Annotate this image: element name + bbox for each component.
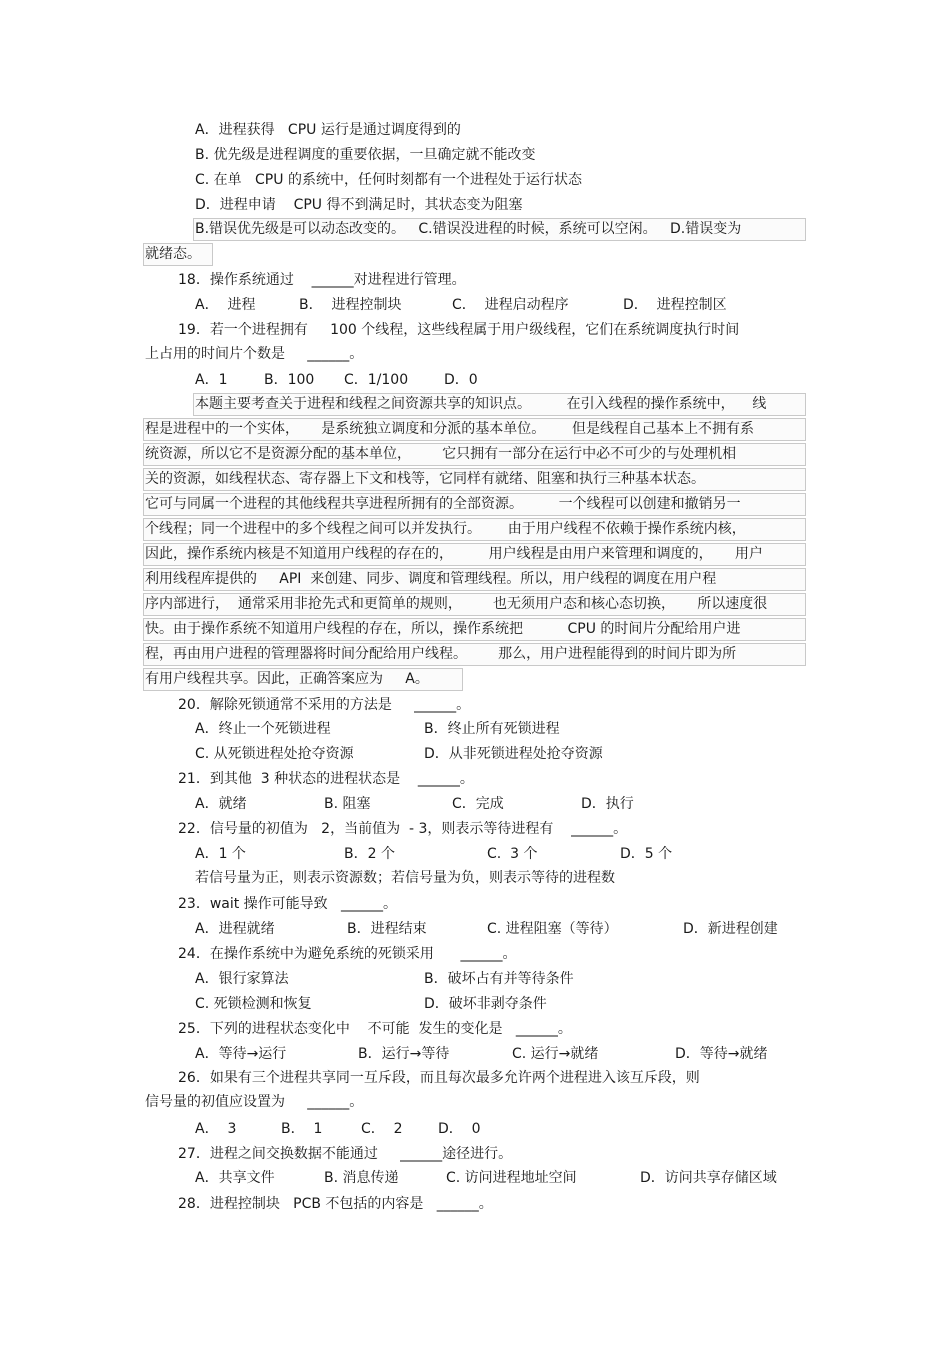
q28-question: 28．进程控制块 PCB 不包括的内容是 ______。 bbox=[178, 1196, 493, 1212]
q24-option-a: A．银行家算法 bbox=[195, 971, 289, 987]
q19-explanation-line: 有用户线程共享。因此，正确答案应为 A。 bbox=[145, 671, 429, 687]
q18-option-c: C． 进程启动程序 bbox=[452, 297, 569, 313]
q23-option-a: A．进程就绪 bbox=[195, 921, 275, 937]
q26-option-a: A． 3 bbox=[195, 1121, 237, 1137]
q19-explanation-line: 利用线程库提供的 API 来创建、同步、调度和管理线程。所以，用户线程的调度在用户程 bbox=[145, 571, 717, 587]
q21-question: 21．到其他 3 种状态的进程状态是 ______。 bbox=[178, 771, 474, 787]
q20-question: 20．解除死锁通常不采用的方法是 ______。 bbox=[178, 697, 471, 713]
q22-option-a: A．1 个 bbox=[195, 846, 246, 862]
q27-question: 27．进程之间交换数据不能通过 ______途径进行。 bbox=[178, 1146, 513, 1162]
q23-option-b: B．进程结束 bbox=[347, 921, 427, 937]
q21-option-b: B. 阻塞 bbox=[324, 796, 371, 812]
q19-explanation-line: 程，再由用户进程的管理器将时间分配给用户线程。 那么，用户进程能得到的时间片即为所 bbox=[145, 646, 737, 662]
q21-option-c: C．完成 bbox=[452, 796, 504, 812]
q21-option-a: A．就绪 bbox=[195, 796, 247, 812]
q20-option-c: C. 从死锁进程处抢夺资源 bbox=[195, 746, 354, 762]
q17-option-c: C. 在单 CPU 的系统中，任何时刻都有一个进程处于运行状态 bbox=[195, 172, 582, 188]
q22-option-b: B．2 个 bbox=[344, 846, 395, 862]
q17-option-d: D．进程申请 CPU 得不到满足时，其状态变为阻塞 bbox=[195, 197, 523, 213]
q20-option-d: D．从非死锁进程处抢夺资源 bbox=[424, 746, 603, 762]
q24-option-c: C. 死锁检测和恢复 bbox=[195, 996, 312, 1012]
q19-explanation-line: 统资源，所以它不是资源分配的基本单位， 它只拥有一部分在运行中必不可少的与处理机相 bbox=[145, 446, 737, 462]
q19-explanation-line: 程是进程中的一个实体， 是系统独立调度和分派的基本单位。 但是线程自己基本上不拥有系 bbox=[145, 421, 754, 437]
q25-option-d: D．等待→就绪 bbox=[675, 1046, 768, 1062]
q21-option-d: D．执行 bbox=[581, 796, 634, 812]
q26-question-cont: 信号量的初值应设置为 ______。 bbox=[145, 1094, 364, 1110]
q26-option-d: D． 0 bbox=[438, 1121, 481, 1137]
q26-question: 26．如果有三个进程共享同一互斥段，而且每次最多允许两个进程进入该互斥段，则 bbox=[178, 1070, 700, 1086]
q18-option-a: A． 进程 bbox=[195, 297, 256, 313]
q23-option-c: C. 进程阻塞（等待） bbox=[487, 921, 618, 937]
q19-option-c: C．1/100 bbox=[344, 372, 409, 388]
q23-question: 23．wait 操作可能导致 ______。 bbox=[178, 896, 398, 912]
q18-option-d: D． 进程控制区 bbox=[623, 297, 727, 313]
q19-explanation-line: 关的资源，如线程状态、寄存器上下文和栈等，它同样有就绪、阻塞和执行三种基本状态。 bbox=[145, 471, 705, 487]
q27-option-b: B. 消息传递 bbox=[324, 1170, 399, 1186]
q22-option-c: C. 3 个 bbox=[487, 846, 538, 862]
q19-explanation-line: 快。由于操作系统不知道用户线程的存在，所以，操作系统把 CPU 的时间片分配给用户进 bbox=[145, 621, 741, 637]
q25-option-b: B．运行→等待 bbox=[358, 1046, 450, 1062]
q18-option-b: B． 进程控制块 bbox=[299, 297, 402, 313]
q18-question: 18．操作系统通过 ______对进程进行管理。 bbox=[178, 272, 466, 288]
q26-option-b: B． 1 bbox=[281, 1121, 323, 1137]
q19-question-cont: 上占用的时间片个数是 ______。 bbox=[145, 346, 364, 362]
q22-note: 若信号量为正，则表示资源数；若信号量为负，则表示等待的进程数 bbox=[195, 870, 615, 886]
q17-option-b: B. 优先级是进程调度的重要依据，一旦确定就不能改变 bbox=[195, 147, 536, 163]
q20-option-a: A．终止一个死锁进程 bbox=[195, 721, 331, 737]
q25-option-a: A．等待→运行 bbox=[195, 1046, 287, 1062]
q27-option-c: C. 访问进程地址空间 bbox=[446, 1170, 577, 1186]
q22-question: 22．信号量的初值为 2，当前值为 - 3，则表示等待进程有 ______。 bbox=[178, 821, 628, 837]
q19-explanation-line: 本题主要考查关于进程和线程之间资源共享的知识点。 在引入线程的操作系统中， 线 bbox=[195, 396, 767, 412]
q19-explanation-line: 它可与同属一个进程的其他线程共享进程所拥有的全部资源。 一个线程可以创建和撤销另一 bbox=[145, 496, 741, 512]
q17-explanation-line: B.错误优先级是可以动态改变的。 C.错误没进程的时候，系统可以空闲。 D.错误变为 bbox=[195, 221, 742, 237]
q19-explanation-line: 序内部进行， 通常采用非抢先式和更简单的规则， 也无须用户态和核心态切换， 所以速度很 bbox=[145, 596, 768, 612]
q19-explanation-line: 因此，操作系统内核是不知道用户线程的存在的， 用户线程是由用户来管理和调度的， 用户 bbox=[145, 546, 763, 562]
q19-option-b: B．100 bbox=[264, 372, 315, 388]
q24-option-d: D．破坏非剥夺条件 bbox=[424, 996, 547, 1012]
q19-question: 19．若一个进程拥有 100 个线程，这些线程属于用户级线程，它们在系统调度执行时间 bbox=[178, 322, 740, 338]
q17-explanation-line: 就绪态。 bbox=[145, 246, 201, 262]
q20-option-b: B．终止所有死锁进程 bbox=[424, 721, 560, 737]
q23-option-d: D．新进程创建 bbox=[683, 921, 778, 937]
q24-option-b: B．破坏占有并等待条件 bbox=[424, 971, 574, 987]
q25-option-c: C. 运行→就绪 bbox=[512, 1046, 599, 1062]
q25-question: 25．下列的进程状态变化中 不可能 发生的变化是 ______。 bbox=[178, 1021, 572, 1037]
q26-option-c: C． 2 bbox=[361, 1121, 403, 1137]
q19-option-d: D．0 bbox=[444, 372, 478, 388]
q27-option-a: A．共享文件 bbox=[195, 1170, 275, 1186]
q22-option-d: D．5 个 bbox=[620, 846, 673, 862]
q19-option-a: A．1 bbox=[195, 372, 228, 388]
q17-option-a: A．进程获得 CPU 运行是通过调度得到的 bbox=[195, 122, 461, 138]
q19-explanation-line: 个线程；同一个进程中的多个线程之间可以并发执行。 由于用户线程不依赖于操作系统内核， bbox=[145, 521, 746, 537]
q24-question: 24．在操作系统中为避免系统的死锁采用 ______。 bbox=[178, 946, 517, 962]
q27-option-d: D．访问共享存储区域 bbox=[640, 1170, 777, 1186]
